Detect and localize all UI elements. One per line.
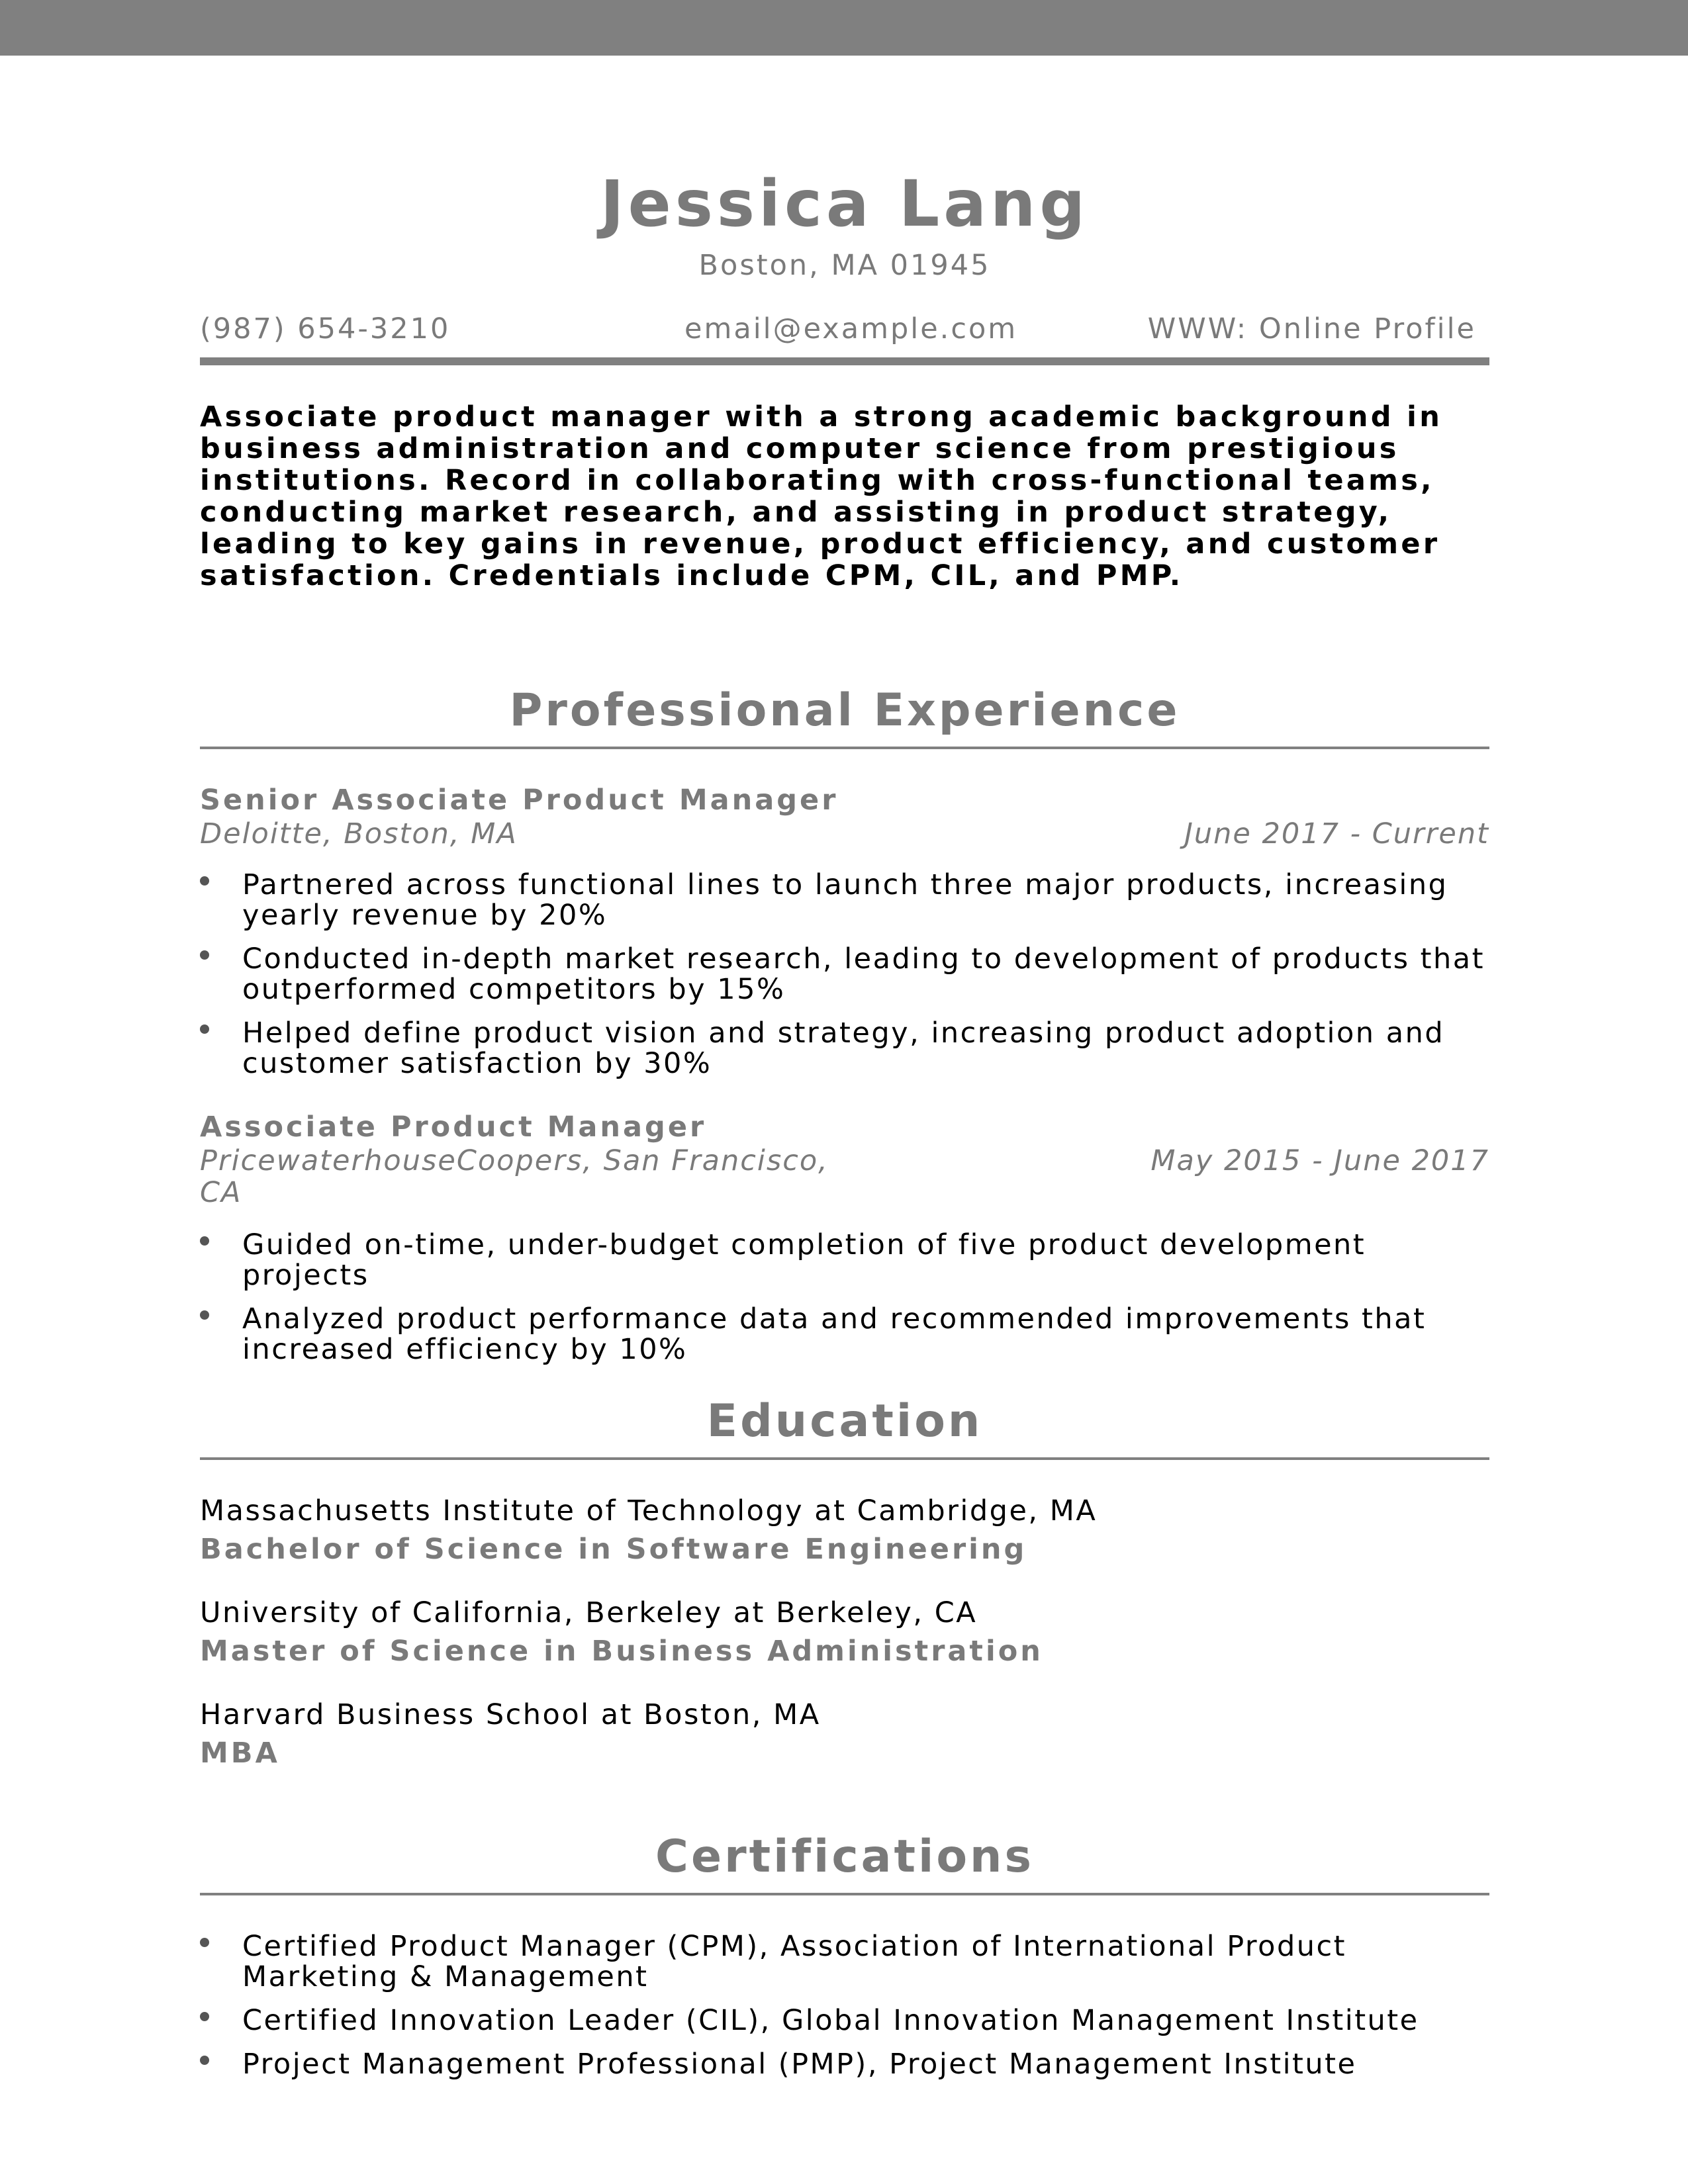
school-name: Massachusetts Institute of Technology at Cambridge, MA xyxy=(200,1494,1098,1527)
certification-text: Certified Innovation Leader (CIL), Global Innovation Management Institute xyxy=(242,2004,1419,2037)
list-item xyxy=(200,1230,1489,1291)
list-item xyxy=(200,870,1489,931)
section-divider-education xyxy=(200,1457,1489,1460)
job-dates: May 2015 - June 2017 xyxy=(1150,1144,1489,1177)
email-link[interactable]: email@example.com xyxy=(684,312,1018,345)
bullet-icon xyxy=(200,1938,209,1947)
school-name: Harvard Business School at Boston, MA xyxy=(200,1698,821,1731)
job-title: Senior Associate Product Manager xyxy=(200,784,839,817)
section-title-experience: Professional Experience xyxy=(509,684,1180,737)
list-item xyxy=(200,2005,1489,2036)
degree-name: MBA xyxy=(200,1737,280,1770)
job-company: PricewaterhouseCoopers, San Francisco, CA xyxy=(200,1144,829,1209)
bullet-text: Helped define product vision and strategy, increasing product adoption and customer satisfaction by 30% xyxy=(242,1017,1445,1080)
certification-text: Certified Product Manager (CPM), Association of International Product Marketing & Management xyxy=(242,1930,1346,1993)
section-divider-experience xyxy=(200,747,1489,749)
bullet-text: Analyzed product performance data and recommended improvements that increased efficiency by 10% xyxy=(242,1302,1427,1366)
bullet-text: Guided on-time, under-budget completion of five product development projects xyxy=(242,1228,1366,1292)
top-band xyxy=(0,0,1688,56)
bullet-icon xyxy=(200,950,209,960)
certification-list xyxy=(200,1931,1489,2079)
section-title-education: Education xyxy=(706,1395,983,1447)
list-item xyxy=(200,1304,1489,1365)
list-item xyxy=(200,1018,1489,1079)
candidate-name: Jessica Lang xyxy=(600,167,1090,241)
school-name: University of California, Berkeley at Berkeley, CA xyxy=(200,1596,978,1629)
candidate-address: Boston, MA 01945 xyxy=(698,249,991,282)
section-title-certifications: Certifications xyxy=(655,1831,1034,1883)
phone-text: (987) 654-3210 xyxy=(200,312,451,345)
certification-text: Project Management Professional (PMP), Project Management Institute xyxy=(242,2048,1357,2081)
bullet-icon xyxy=(200,2012,209,2021)
section-divider-certifications xyxy=(200,1893,1489,1895)
list-item xyxy=(200,944,1489,1005)
bullet-icon xyxy=(200,2056,209,2065)
bullet-icon xyxy=(200,1024,209,1034)
job-bullets xyxy=(200,870,1489,1079)
bullet-icon xyxy=(200,1236,209,1246)
degree-name: Master of Science in Business Administration xyxy=(200,1635,1043,1668)
professional-summary: Associate product manager with a strong academic background in business administration and computer science from prestigious institutions. Record in collaborating with cross-functional teams, conducting market research, and assisting in product strategy, leading to key gains in revenue, product efficiency, and customer satisfaction. Credentials include CPM, CIL, and PMP. xyxy=(200,400,1443,592)
bullet-icon xyxy=(200,876,209,886)
bullet-icon xyxy=(200,1310,209,1320)
website-link[interactable]: WWW: Online Profile xyxy=(1147,312,1476,345)
job-bullets xyxy=(200,1230,1489,1365)
list-item xyxy=(200,2049,1489,2079)
job-dates: June 2017 - Current xyxy=(1184,817,1489,850)
job-company: Deloitte, Boston, MA xyxy=(200,817,518,850)
job-title: Associate Product Manager xyxy=(200,1111,707,1144)
degree-name: Bachelor of Science in Software Engineering xyxy=(200,1533,1027,1566)
bullet-text: Conducted in-depth market research, leading to development of products that outperformed competitors by 15% xyxy=(242,942,1485,1006)
bullet-text: Partnered across functional lines to launch three major products, increasing yearly revenue by 20% xyxy=(242,868,1448,932)
list-item xyxy=(200,1931,1489,1992)
header-divider xyxy=(200,357,1489,365)
